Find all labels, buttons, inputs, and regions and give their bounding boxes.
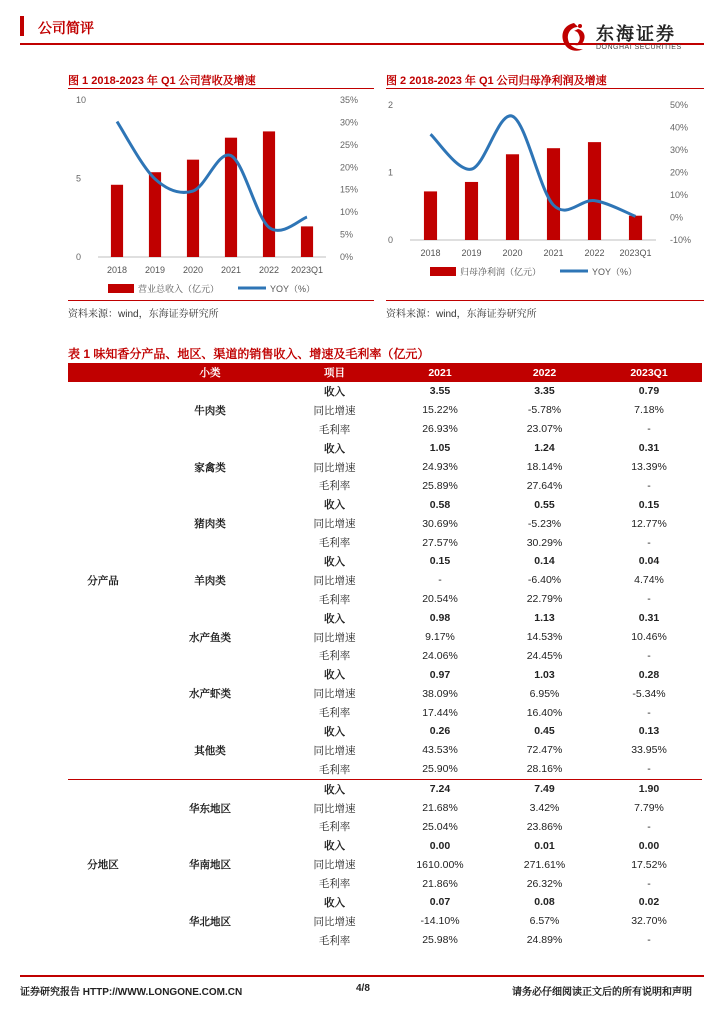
yoy-line <box>431 116 636 217</box>
item-cell: 收入 <box>324 669 345 682</box>
bar <box>149 172 161 257</box>
item-cell: 同比增速 <box>313 744 356 757</box>
bar <box>187 160 199 257</box>
figure2-top-rule <box>386 88 704 89</box>
x-axis-tick-label: 2018 <box>106 265 128 275</box>
subcategory-cell: 家禽类 <box>194 461 226 474</box>
item-cell: 同比增速 <box>313 802 356 815</box>
item-cell: 收入 <box>324 896 345 909</box>
value-cell: -14.10% <box>420 915 460 928</box>
table-row <box>68 382 702 401</box>
legend-line-label: YOY（%） <box>592 267 638 277</box>
value-cell: 25.90% <box>422 763 458 776</box>
value-cell: 6.57% <box>529 915 560 928</box>
value-cell: 7.18% <box>634 404 664 417</box>
value-cell: 22.79% <box>526 593 563 606</box>
x-axis-tick-label: 2019 <box>144 265 166 275</box>
value-cell: - <box>647 877 651 890</box>
value-cell: 0.58 <box>429 498 451 511</box>
left-axis-tick-label: 0 <box>388 235 394 245</box>
value-cell: 1610.00% <box>416 858 464 871</box>
bar <box>506 154 519 240</box>
value-cell: 20.54% <box>422 593 458 606</box>
figure2-title: 图 2 2018-2023 年 Q1 公司归母净利润及增速 <box>386 75 607 87</box>
legend-bar-label: 营业总收入（亿元） <box>138 284 220 294</box>
item-cell: 同比增速 <box>313 688 356 701</box>
value-cell: 27.57% <box>422 536 458 549</box>
footer-left: 证券研究报告 HTTP://WWW.LONGONE.COM.CN <box>20 987 243 998</box>
bar <box>629 216 642 240</box>
bar <box>111 185 123 257</box>
x-axis-tick-label: 2022 <box>258 265 280 275</box>
value-cell: 12.77% <box>631 517 667 530</box>
value-cell: 32.70% <box>631 915 667 928</box>
item-cell: 毛利率 <box>318 934 351 947</box>
group-name-cell: 分产品 <box>87 574 119 587</box>
value-cell: 0.00 <box>638 839 660 852</box>
value-cell: 0.31 <box>638 442 660 455</box>
right-axis-tick-label: 0% <box>340 252 354 262</box>
x-axis-tick-label: 2021 <box>543 248 564 258</box>
value-cell: 0.02 <box>638 896 660 909</box>
legend-bar-swatch <box>108 284 134 293</box>
dragon-logo-icon <box>556 20 592 56</box>
value-cell: - <box>647 649 651 662</box>
group-name-cell: 分地区 <box>68 779 138 950</box>
right-axis-tick-label: -10% <box>670 235 692 245</box>
figure1-top-rule <box>68 88 374 89</box>
table-row <box>68 609 702 628</box>
value-cell: -5.23% <box>527 517 562 530</box>
value-cell: 30.69% <box>422 517 458 530</box>
value-cell: - <box>438 574 442 587</box>
value-cell: 25.89% <box>422 479 458 492</box>
x-axis-tick-label: 2018 <box>420 248 441 258</box>
figure2-chart <box>386 90 704 300</box>
item-cell: 同比增速 <box>313 461 356 474</box>
legend-line-label: YOY（%） <box>270 284 316 294</box>
item-cell: 毛利率 <box>318 593 351 606</box>
value-cell: 3.35 <box>534 385 555 398</box>
subcategory-cell: 牛肉类 <box>194 404 226 417</box>
right-axis-tick-label: 50% <box>670 100 689 110</box>
value-cell: -5.34% <box>632 687 666 700</box>
value-cell: 7.49 <box>493 779 596 798</box>
header-2022: 2022 <box>493 363 596 382</box>
value-cell: 0.98 <box>429 612 451 625</box>
value-cell: 21.68% <box>422 802 458 815</box>
item-cell: 收入 <box>282 779 387 798</box>
value-cell: 18.14% <box>526 461 563 473</box>
sales-table <box>68 363 702 950</box>
item-cell: 毛利率 <box>318 650 351 663</box>
value-cell: 0.07 <box>429 896 451 909</box>
item-cell: 收入 <box>324 555 345 568</box>
table-row <box>68 495 702 514</box>
value-cell: 3.42% <box>529 802 560 815</box>
value-cell: 1.05 <box>429 442 451 455</box>
value-cell: 1.13 <box>534 612 555 625</box>
value-cell: 0.15 <box>638 498 660 511</box>
value-cell: 0.55 <box>534 498 555 511</box>
item-cell: 同比增速 <box>313 915 356 928</box>
left-axis-tick-label: 0 <box>76 252 82 262</box>
footer-disclaimer: 请务必仔细阅读正文后的所有说明和声明 <box>512 987 692 998</box>
legend-bar-label: 归母净利润（亿元） <box>460 267 542 277</box>
right-axis-tick-label: 20% <box>670 167 689 178</box>
figure1-chart <box>68 90 374 300</box>
value-cell: - <box>647 763 651 776</box>
value-cell: 38.09% <box>422 687 458 700</box>
logo-name-en: DONGHAI SECURITIES <box>596 44 682 51</box>
header-2021: 2021 <box>387 363 493 382</box>
value-cell: 43.53% <box>422 744 458 757</box>
figure1-source: 资料来源：wind，东海证券研究所 <box>68 309 219 320</box>
figure1-bottom-rule <box>68 300 374 301</box>
value-cell: 28.16% <box>526 763 563 776</box>
item-cell: 收入 <box>324 442 345 455</box>
header-marker <box>20 16 24 36</box>
value-cell: 27.64% <box>526 479 563 492</box>
value-cell: 0.13 <box>638 725 660 738</box>
value-cell: 0.31 <box>638 612 660 625</box>
right-axis-tick-label: 10% <box>340 207 359 218</box>
value-cell: 0.15 <box>429 555 451 568</box>
value-cell: 4.74% <box>634 574 664 587</box>
item-cell: 收入 <box>324 499 345 512</box>
yoy-line <box>117 122 307 231</box>
bar <box>547 148 560 240</box>
subcategory-cell: 华东地区 <box>138 779 282 836</box>
right-axis-tick-label: 25% <box>340 139 359 150</box>
item-cell: 毛利率 <box>318 763 351 776</box>
x-axis-tick-label: 2023Q1 <box>290 265 324 275</box>
subcategory-cell: 其他类 <box>194 744 226 757</box>
right-axis-tick-label: 40% <box>670 122 689 133</box>
right-axis-tick-label: 20% <box>340 162 359 173</box>
value-cell: 0.97 <box>429 668 451 681</box>
value-cell: 15.22% <box>422 404 458 417</box>
x-axis-tick-label: 2019 <box>461 248 482 258</box>
value-cell: 0.08 <box>534 896 555 909</box>
value-cell: 17.52% <box>631 858 667 871</box>
value-cell: 6.95% <box>529 687 560 700</box>
table-row <box>68 665 702 684</box>
value-cell: 33.95% <box>631 744 667 757</box>
value-cell: 0.26 <box>429 725 451 738</box>
item-cell: 收入 <box>324 725 345 738</box>
value-cell: 24.89% <box>526 934 563 947</box>
header-2023q1: 2023Q1 <box>596 363 702 382</box>
item-cell: 毛利率 <box>318 537 351 550</box>
value-cell: 0.45 <box>534 725 555 738</box>
value-cell: 271.61% <box>523 858 566 871</box>
figure1-title: 图 1 2018-2023 年 Q1 公司营收及增速 <box>68 75 256 87</box>
header-subcategory: 小类 <box>138 363 282 382</box>
value-cell: 9.17% <box>425 631 455 644</box>
value-cell: 21.86% <box>422 877 458 890</box>
item-cell: 同比增速 <box>313 574 356 587</box>
value-cell: 23.07% <box>526 423 563 436</box>
value-cell: - <box>647 934 651 947</box>
value-cell: 7.24 <box>387 779 493 798</box>
x-axis-tick-label: 2023Q1 <box>619 248 652 258</box>
item-cell: 同比增速 <box>313 631 356 644</box>
value-cell: 24.45% <box>526 649 563 662</box>
table-header-row <box>68 363 702 382</box>
table-title: 表 1 味知香分产品、地区、渠道的销售收入、增速及毛利率（亿元） <box>68 347 430 361</box>
item-cell: 毛利率 <box>318 878 351 891</box>
table-row <box>68 722 702 741</box>
value-cell: 25.98% <box>422 934 458 947</box>
value-cell: 1.03 <box>534 668 555 681</box>
value-cell: 1.90 <box>596 779 702 798</box>
right-axis-tick-label: 10% <box>670 190 689 200</box>
table-row <box>68 779 702 798</box>
value-cell: 0.04 <box>638 555 660 568</box>
legend-bar-swatch <box>430 267 456 276</box>
bar <box>301 226 313 257</box>
subcategory-cell: 猪肉类 <box>194 518 226 531</box>
page-number: 4/8 <box>356 983 370 994</box>
subcategory-cell: 羊肉类 <box>194 574 226 587</box>
value-cell: 30.29% <box>526 536 563 549</box>
value-cell: -6.40% <box>527 574 562 587</box>
bar <box>588 142 601 240</box>
value-cell: - <box>647 423 651 436</box>
subcategory-cell: 水产鱼类 <box>189 631 231 644</box>
right-axis-tick-label: 0% <box>670 212 684 223</box>
value-cell: 72.47% <box>526 744 563 757</box>
bar <box>424 191 437 240</box>
value-cell: - <box>647 536 651 549</box>
figure2-bottom-rule <box>386 300 704 301</box>
left-axis-tick-label: 1 <box>388 167 394 178</box>
company-logo <box>556 18 706 58</box>
table-row <box>68 439 702 458</box>
left-axis-tick-label: 5 <box>76 173 82 184</box>
item-cell: 毛利率 <box>318 821 351 834</box>
subcategory-cell: 华北地区 <box>189 915 231 928</box>
footer-rule <box>20 975 704 977</box>
value-cell: -5.78% <box>527 404 562 417</box>
bar <box>465 182 478 240</box>
right-axis-tick-label: 15% <box>340 184 359 195</box>
item-cell: 同比增速 <box>313 859 356 872</box>
value-cell: 0.28 <box>638 668 660 681</box>
value-cell: 0.00 <box>429 839 451 852</box>
value-cell: - <box>647 593 651 606</box>
item-cell: 毛利率 <box>318 707 351 720</box>
right-axis-tick-label: 30% <box>340 117 359 128</box>
value-cell: 26.93% <box>422 423 458 436</box>
value-cell: 0.01 <box>534 839 555 852</box>
table-row <box>68 552 702 571</box>
item-cell: 毛利率 <box>318 480 351 493</box>
value-cell: 10.46% <box>631 631 667 644</box>
bar <box>263 131 275 257</box>
item-cell: 同比增速 <box>313 404 356 417</box>
header-blank <box>68 363 138 382</box>
table-row <box>68 836 702 855</box>
x-axis-tick-label: 2020 <box>182 265 204 275</box>
left-axis-tick-label: 2 <box>388 100 394 110</box>
right-axis-tick-label: 5% <box>340 229 354 240</box>
value-cell: 16.40% <box>526 706 563 719</box>
item-cell: 同比增速 <box>313 518 356 531</box>
item-cell: 收入 <box>324 840 345 853</box>
right-axis-tick-label: 30% <box>670 145 689 155</box>
value-cell: 7.79% <box>634 802 664 815</box>
right-axis-tick-label: 35% <box>340 95 359 105</box>
item-cell: 毛利率 <box>318 423 351 436</box>
value-cell: 1.24 <box>534 442 555 455</box>
value-cell: 14.53% <box>526 631 563 644</box>
item-cell: 收入 <box>324 385 345 398</box>
table-row <box>68 893 702 912</box>
section-title: 公司简评 <box>38 20 94 36</box>
x-axis-tick-label: 2022 <box>584 248 605 258</box>
value-cell: 24.06% <box>422 649 458 662</box>
figure2-source: 资料来源：wind，东海证券研究所 <box>386 309 537 320</box>
subcategory-cell: 水产虾类 <box>189 688 231 701</box>
x-axis-tick-label: 2021 <box>220 265 242 275</box>
value-cell: 13.39% <box>631 461 667 473</box>
header-item: 项目 <box>282 363 387 382</box>
subcategory-cell: 华南地区 <box>189 859 231 872</box>
value-cell: - <box>647 706 651 719</box>
value-cell: - <box>647 479 651 492</box>
value-cell: - <box>647 820 651 833</box>
value-cell: 24.93% <box>422 461 458 473</box>
value-cell: 3.55 <box>429 385 451 398</box>
value-cell: 17.44% <box>422 706 458 719</box>
left-axis-tick-label: 10 <box>76 95 87 105</box>
value-cell: 25.04% <box>422 820 458 833</box>
value-cell: 23.86% <box>526 820 563 833</box>
value-cell: 0.14 <box>534 555 555 568</box>
value-cell: 0.79 <box>638 385 660 398</box>
item-cell: 收入 <box>324 612 345 625</box>
value-cell: 26.32% <box>526 877 563 890</box>
x-axis-tick-label: 2020 <box>502 248 523 258</box>
logo-name-cn: 东海证券 <box>596 24 676 44</box>
